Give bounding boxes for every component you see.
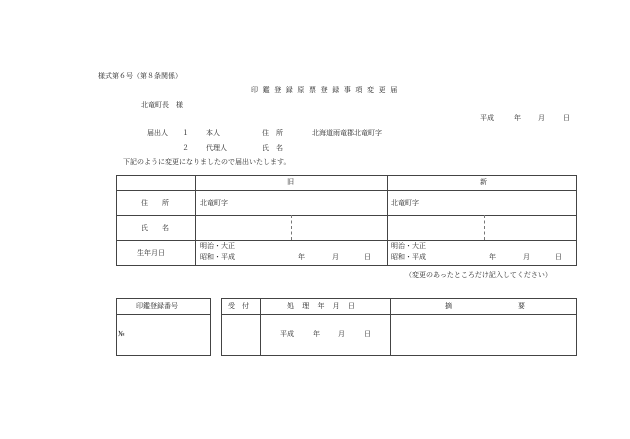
header-old: 旧 bbox=[287, 178, 294, 186]
processed-day: 日 bbox=[364, 330, 371, 338]
new-era-line-1: 明治・大正 bbox=[391, 242, 426, 250]
addressee: 北竜町長 様 bbox=[141, 101, 183, 109]
processed-date-header: 処 理 年 月 日 bbox=[287, 302, 358, 310]
form-number: 様式第６号（第８条関係） bbox=[98, 72, 182, 80]
change-table-row-divider-2 bbox=[116, 215, 577, 216]
new-birth-month: 月 bbox=[523, 253, 530, 261]
processed-year: 年 bbox=[313, 330, 320, 338]
change-table-col-divider-2 bbox=[387, 175, 388, 266]
row-label-birthdate: 生年月日 bbox=[137, 249, 165, 257]
applicant-label: 届出人 bbox=[147, 129, 168, 137]
office-col-divider-2 bbox=[390, 298, 391, 356]
office-header-divider bbox=[221, 314, 577, 315]
change-table bbox=[116, 175, 577, 266]
date-month: 月 bbox=[538, 114, 545, 122]
number-mark: № bbox=[118, 330, 125, 338]
date-era: 平成 bbox=[480, 114, 494, 122]
new-name-dashed-divider bbox=[484, 215, 485, 240]
change-table-row-divider-3 bbox=[116, 240, 577, 241]
applicant-name-label: 氏 名 bbox=[262, 144, 283, 152]
date-year: 年 bbox=[514, 114, 521, 122]
old-era-line-2: 昭和・平成 bbox=[200, 253, 235, 261]
reg-number-header: 印鑑登録番号 bbox=[136, 302, 178, 310]
row-label-name: 氏 名 bbox=[141, 224, 169, 232]
old-birth-month: 月 bbox=[332, 253, 339, 261]
form-title: 印鑑登録原票登録事項変更届 bbox=[251, 86, 402, 94]
applicant-number-1: １ bbox=[182, 129, 189, 137]
old-birth-day: 日 bbox=[364, 253, 371, 261]
new-birth-year: 年 bbox=[489, 253, 496, 261]
old-era-line-1: 明治・大正 bbox=[200, 242, 235, 250]
remarks-header-1: 摘 bbox=[445, 302, 452, 310]
change-table-col-divider-1 bbox=[195, 175, 196, 266]
new-address-value: 北竜町字 bbox=[391, 199, 419, 207]
change-table-row-divider-1 bbox=[116, 190, 577, 191]
new-birth-day: 日 bbox=[555, 253, 562, 261]
processed-era: 平成 bbox=[280, 330, 294, 338]
new-era-line-2: 昭和・平成 bbox=[391, 253, 426, 261]
office-col-divider-1 bbox=[260, 298, 261, 356]
applicant-address-label: 住 所 bbox=[262, 129, 283, 137]
intro-text: 下記のように変更になりましたので届出いたします。 bbox=[123, 158, 291, 166]
row-label-address: 住 所 bbox=[141, 199, 169, 207]
applicant-number-2: ２ bbox=[182, 144, 189, 152]
old-name-dashed-divider bbox=[291, 215, 292, 240]
date-day: 日 bbox=[563, 114, 570, 122]
header-new: 新 bbox=[480, 178, 487, 186]
old-address-value: 北竜町字 bbox=[200, 199, 228, 207]
applicant-self: 本人 bbox=[206, 129, 220, 137]
reg-number-header-divider bbox=[116, 314, 211, 315]
applicant-agent: 代理人 bbox=[206, 144, 227, 152]
instruction-note: （変更のあったところだけ記入してください） bbox=[405, 271, 552, 279]
applicant-address-value: 北海道雨竜郡北竜町字 bbox=[312, 129, 382, 137]
old-birth-year: 年 bbox=[298, 253, 305, 261]
processed-month: 月 bbox=[338, 330, 345, 338]
remarks-header-2: 要 bbox=[518, 302, 525, 310]
received-header: 受 付 bbox=[228, 302, 249, 310]
